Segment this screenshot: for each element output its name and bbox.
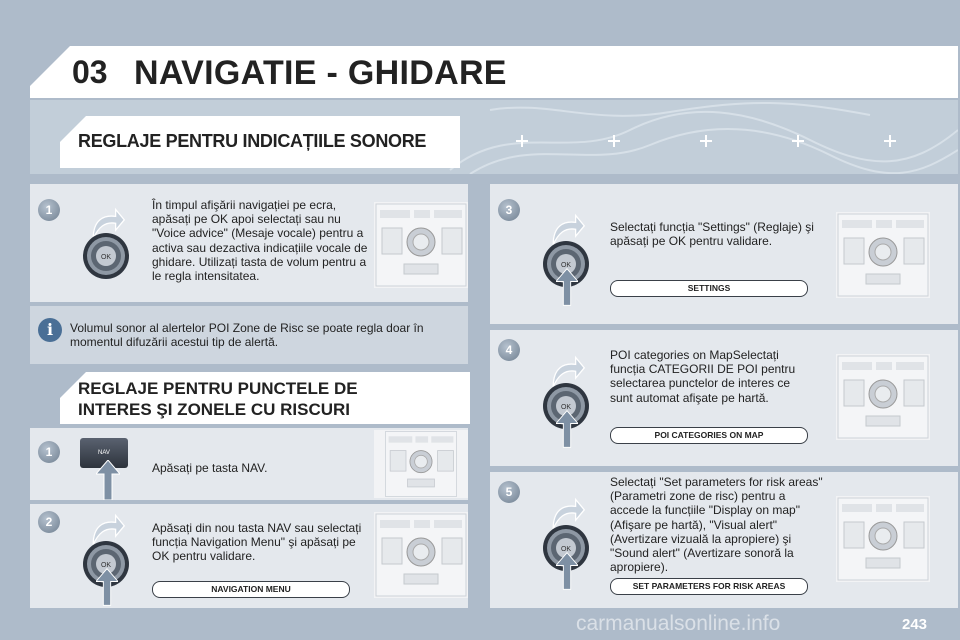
radio-panel-thumbnail: [836, 354, 930, 440]
radio-panel-thumbnail: [374, 512, 468, 598]
arrow-up-icon: [556, 268, 578, 306]
nav-key-icon: NAV: [80, 438, 128, 468]
step-number-badge: 1: [38, 199, 60, 221]
radio-panel-thumbnail: [836, 496, 930, 582]
step-number-badge: 5: [498, 481, 520, 503]
arrow-up-icon: [96, 460, 120, 500]
info-text: Volumul sonor al alertelor POI Zone de Risc se poate regla doar în momentul difuzării acestui tip de alertă.: [70, 321, 424, 349]
menu-label: POI CATEGORIES ON MAP: [610, 427, 808, 444]
step-number-badge: 2: [38, 511, 60, 533]
section-title-line1: REGLAJE PENTRU PUNCTELE DE: [78, 379, 358, 398]
section-title-line2: INTERES ŞI ZONELE CU RISCURI: [78, 400, 351, 419]
rotary-ok-knob-icon: [82, 232, 130, 280]
menu-label: SET PARAMETERS FOR RISK AREAS: [610, 578, 808, 595]
step-instruction: POI categories on MapSelectați funcția CATEGORII DE POI pentru selectarea punctelor de interes ce sunt automat afişate pe hartă.: [610, 348, 796, 405]
arrow-up-icon: [556, 410, 578, 448]
step-number-badge: 4: [498, 339, 520, 361]
radio-panel-thumbnail: [374, 430, 468, 498]
arrow-up-icon: [556, 552, 578, 590]
step-number-badge: 1: [38, 441, 60, 463]
watermark: carmanualsonline.info: [576, 612, 781, 635]
step-instruction: Selectați "Set parameters for risk areas" (Parametri zone de risc) pentru a accede la funcțiile "Display on map" (Afişare pe hartă), "Visual alert" (Avertizare vizuală la apropiere) şi "Sound alert" (Avertizare sonoră la apropiere).: [610, 475, 823, 575]
chapter-title: NAVIGATIE - GHIDARE: [134, 54, 507, 92]
radio-panel-thumbnail: [374, 202, 468, 288]
step-instruction: Apăsați din nou tasta NAV sau selectați funcția Navigation Menu" şi apăsați pe OK pentru validare.: [152, 521, 362, 564]
info-icon: i: [38, 318, 62, 342]
step-instruction: Apăsați pe tasta NAV.: [152, 461, 268, 475]
step-instruction: Selectați funcția "Settings" (Reglaje) şi apăsați pe OK pentru validare.: [610, 220, 814, 249]
section-title: REGLAJE PENTRU INDICAȚIILE SONORE: [78, 131, 427, 151]
arrow-up-icon: [96, 568, 118, 606]
menu-label: NAVIGATION MENU: [152, 581, 350, 598]
chapter-number: 03: [72, 54, 108, 90]
step-number-badge: 3: [498, 199, 520, 221]
menu-label: SETTINGS: [610, 280, 808, 297]
step-instruction: În timpul afişării navigației pe ecra, apăsați pe OK apoi selectați sau nu "Voice advice" (Mesaje vocale) pentru a activa sau dezactiva indicațiile vocale de ghidare. Utilizați tasta de volum pentru a le regla intensitatea.: [152, 198, 368, 284]
page-number: 243: [902, 616, 928, 633]
radio-panel-thumbnail: [836, 212, 930, 298]
